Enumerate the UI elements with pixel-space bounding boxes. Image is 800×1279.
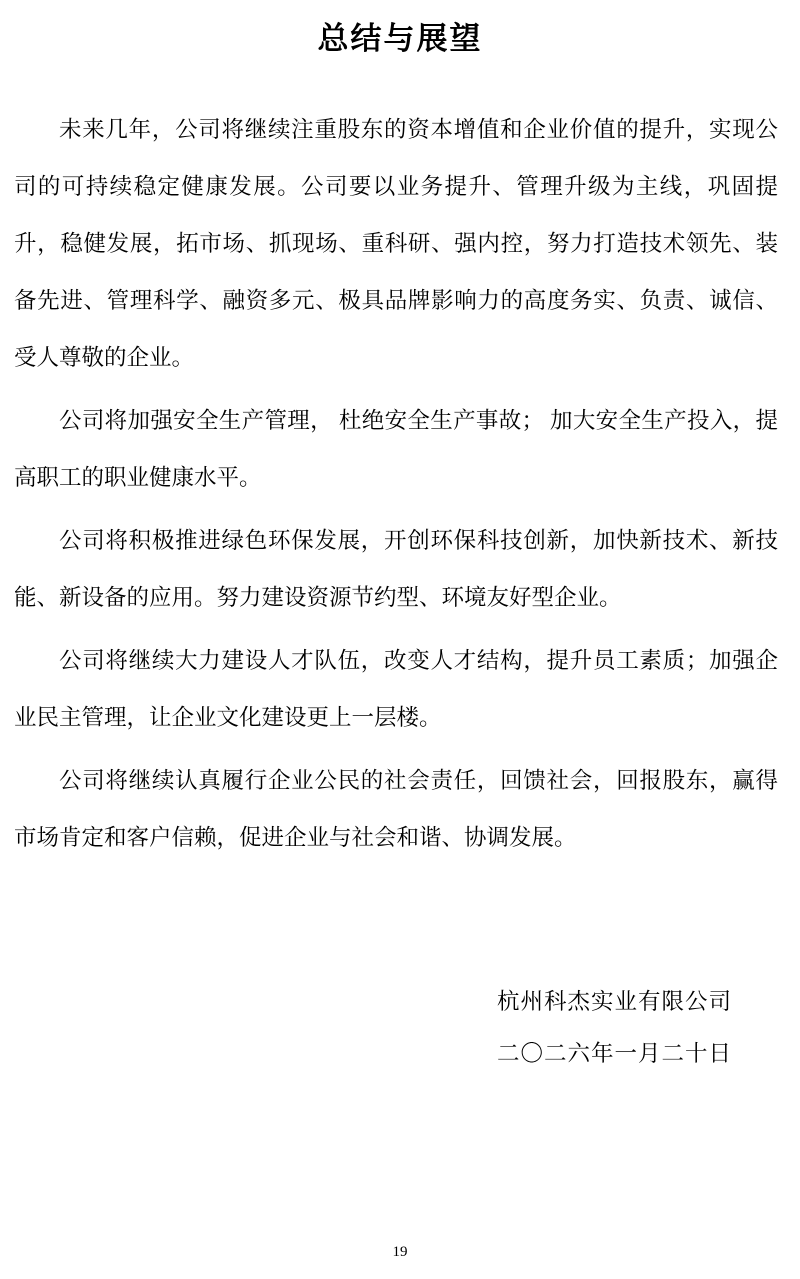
signature-date: 二〇二六年一月二十日 xyxy=(496,1041,732,1067)
page-number: 19 xyxy=(392,1244,408,1260)
paragraph-3: 公司将积极推进绿色环保发展，开创环保科技创新，加快新技术、新技能、新设备的应用。努力建设资源节约型、环境友好型企业。 xyxy=(14,528,778,611)
page-title: 总结与展望 xyxy=(317,21,483,57)
paragraph-5: 公司将继续认真履行企业公民的社会责任，回馈社会，回报股东，赢得市场肯定和客户信赖，促进企业与社会和谐、协调发展。 xyxy=(14,768,778,851)
signature-block xyxy=(14,976,778,1080)
paragraph-1: 未来几年，公司将继续注重股东的资本增值和企业价值的提升，实现公司的可持续稳定健康发展。公司要以业务提升、管理升级为主线，巩固提升，稳健发展，拓市场、抓现场、重科研、强内控，努力打造技术领先、装备先进、管理科学、融资多元、极具品牌影响力的高度务实、负责、诚信、受人尊敬的企业。 xyxy=(14,117,778,371)
signature-company: 杭州科杰实业有限公司 xyxy=(496,989,732,1015)
document-body xyxy=(0,101,800,1080)
paragraph-4: 公司将继续大力建设人才队伍，改变人才结构，提升员工素质；加强企业民主管理，让企业文化建设更上一层楼。 xyxy=(14,648,778,731)
paragraph-2: 公司将加强安全生产管理， 杜绝安全生产事故； 加大安全生产投入，提高职工的职业健康水平。 xyxy=(14,408,778,491)
